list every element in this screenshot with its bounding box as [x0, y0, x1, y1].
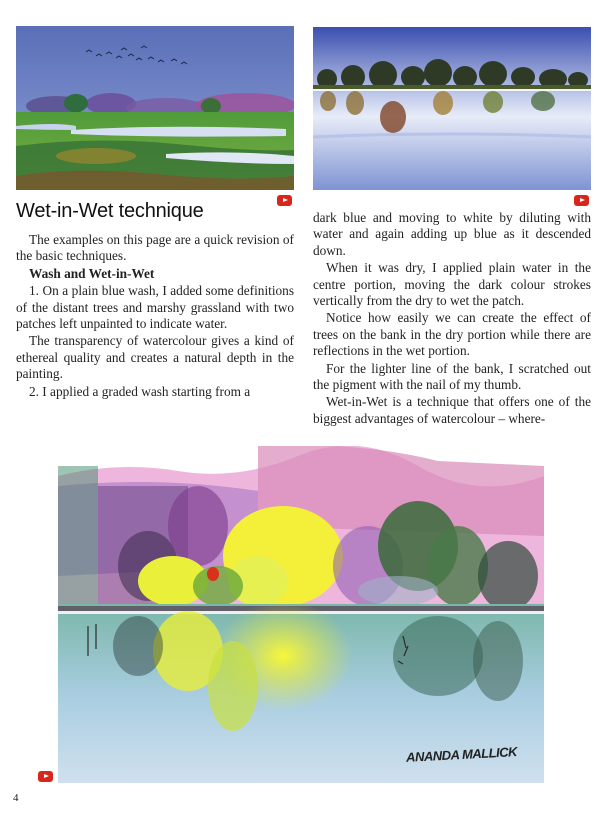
paragraph: 2. I applied a graded wash starting from a — [29, 383, 251, 399]
paragraph: The transparency of watercolour gives a kind of ethereal quality and creates a natural depth in the painting. — [16, 333, 294, 382]
painting-graded-wash-art — [313, 27, 591, 190]
painting-graded-wash-reflection — [313, 27, 591, 190]
paragraph: When it was dry, I applied plain water in the centre portion, moving the dark colour strokes vertically from the dry to wet the patch. — [313, 260, 591, 309]
painting-wash-marsh — [16, 26, 294, 190]
painting-wet-in-wet-art — [58, 446, 544, 783]
text-column-left — [16, 232, 294, 401]
text-column-right — [313, 210, 591, 428]
paragraph: 1. On a plain blue wash, I added some definitions of the distant trees and marshy grassland with two patches left unpainted to indicate water. — [16, 283, 294, 332]
page-number: 4 — [13, 792, 19, 804]
section-heading: Wet-in-Wet technique — [16, 200, 204, 222]
painting-wet-in-wet-landscape — [58, 446, 544, 783]
play-video-icon[interactable] — [277, 195, 292, 206]
subheading: Wash and Wet-in-Wet — [29, 265, 155, 281]
paragraph: The examples on this page are a quick revision of the basic techniques. — [16, 232, 294, 264]
artist-signature: ANANDA MALLICK — [405, 744, 518, 765]
play-video-icon[interactable] — [38, 771, 53, 782]
paragraph: Wet-in-Wet is a technique that offers one of the biggest advantages of watercolour – where- — [313, 394, 591, 426]
paragraph: dark blue and moving to white by diluting with water and again adding up blue as it descended down. — [313, 210, 591, 258]
painting-wash-marsh-art — [16, 26, 294, 190]
paragraph: Notice how easily we can create the effect of trees on the bank in the dry portion while there are reflections in the wet portion. — [313, 310, 591, 359]
paragraph: For the lighter line of the bank, I scratched out the pigment with the nail of my thumb. — [313, 360, 591, 393]
play-video-icon[interactable] — [574, 195, 589, 206]
